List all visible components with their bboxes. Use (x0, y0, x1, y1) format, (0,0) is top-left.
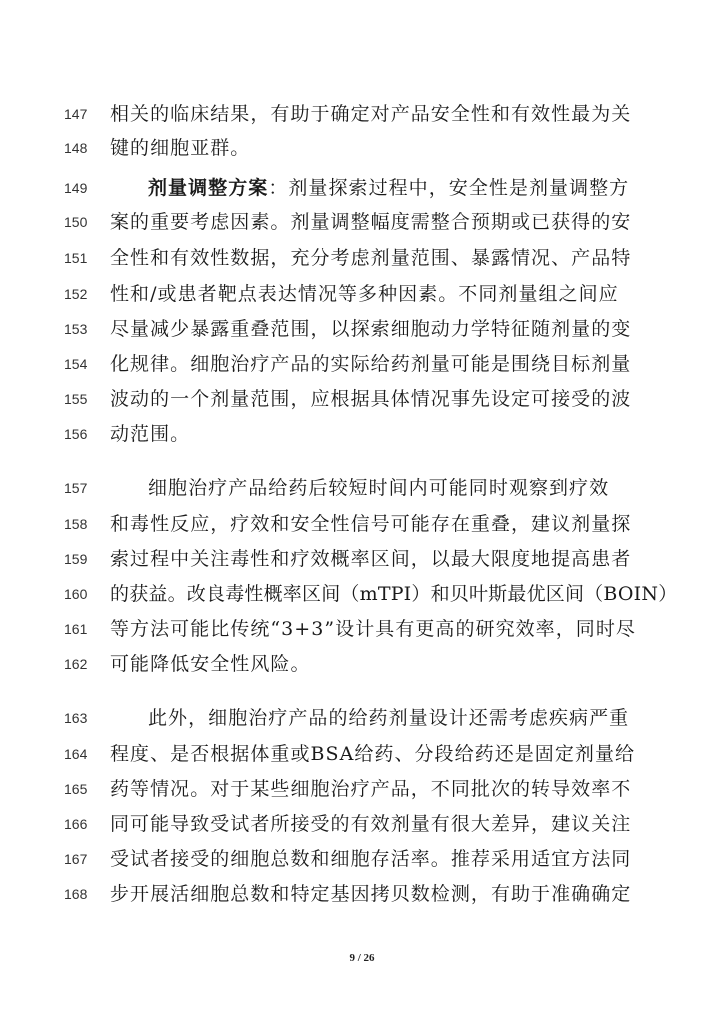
line-text: 相关的临床结果，有助于确定对产品安全性和有效性最为关 (110, 103, 632, 125)
section-heading: 剂量调整方案 (148, 177, 269, 199)
line-text: 细胞治疗产品给药后较短时间内可能同时观察到疗效 (148, 477, 610, 499)
line-number: 148 (64, 140, 88, 156)
line-156 (0, 416, 724, 452)
line-text: 此外，细胞治疗产品的给药剂量设计还需考虑疾病严重 (148, 707, 630, 729)
line-number: 150 (64, 214, 88, 230)
line-text: 的获益。改良毒性概率区间（mTPI）和贝叶斯最优区间（BOIN） (110, 583, 678, 605)
line-text: 化规律。细胞治疗产品的实际给药剂量可能是围绕目标剂量 (110, 353, 632, 375)
line-147 (0, 96, 724, 132)
line-number: 155 (64, 391, 88, 407)
line-160 (0, 576, 724, 612)
line-text: 同可能导致受试者所接受的有效剂量有很大差异，建议关注 (110, 813, 632, 835)
line-text: 波动的一个剂量范围，应根据具体情况事先设定可接受的波 (110, 388, 632, 410)
line-number: 166 (64, 816, 88, 832)
line-number: 152 (64, 286, 88, 302)
line-158 (0, 506, 724, 542)
line-text: 性和/或患者靶点表达情况等多种因素。不同剂量组之间应 (110, 283, 619, 305)
line-text: 全性和有效性数据，充分考虑剂量范围、暴露情况、产品特 (110, 247, 632, 269)
line-157 (0, 470, 724, 506)
line-number: 157 (64, 480, 88, 496)
line-168 (0, 876, 724, 912)
line-148 (0, 130, 724, 166)
page-number: 9 / 26 (349, 952, 375, 964)
line-number: 151 (64, 250, 88, 266)
line-text (148, 170, 668, 206)
line-155 (0, 381, 724, 417)
line-163 (0, 700, 724, 736)
line-text: 索过程中关注毒性和疗效概率区间，以最大限度地提高患者 (110, 548, 632, 570)
line-number: 160 (64, 586, 88, 602)
line-text: 等方法可能比传统“3+3”设计具有更高的研究效率，同时尽 (110, 618, 636, 640)
line-159 (0, 541, 724, 577)
line-text: 键的细胞亚群。 (110, 137, 251, 159)
line-number: 168 (64, 886, 88, 902)
line-number: 165 (64, 781, 88, 797)
line-number: 167 (64, 851, 88, 867)
line-text: 步开展活细胞总数和特定基因拷贝数检测，有助于准确确定 (110, 883, 632, 905)
line-151 (0, 240, 724, 276)
line-153 (0, 311, 724, 347)
line-number: 149 (64, 180, 88, 196)
line-text: 可能降低安全性风险。 (110, 653, 311, 675)
line-number: 154 (64, 356, 88, 372)
line-text-rest: ：剂量探索过程中，安全性是剂量调整方 (268, 177, 630, 199)
line-text: 尽量减少暴露重叠范围，以探索细胞动力学特征随剂量的变 (110, 318, 632, 340)
line-number: 162 (64, 656, 88, 672)
line-152 (0, 276, 724, 312)
line-text: 程度、是否根据体重或BSA给药、分段给药还是固定剂量给 (110, 743, 636, 765)
line-150 (0, 204, 724, 240)
line-166 (0, 806, 724, 842)
line-text: 和毒性反应，疗效和安全性信号可能存在重叠，建议剂量探 (110, 513, 632, 535)
line-number: 153 (64, 321, 88, 337)
line-number: 156 (64, 426, 88, 442)
line-text: 案的重要考虑因素。剂量调整幅度需整合预期或已获得的安 (110, 211, 632, 233)
line-167 (0, 841, 724, 877)
line-154 (0, 346, 724, 382)
line-164 (0, 736, 724, 772)
line-number: 164 (64, 746, 88, 762)
line-number: 158 (64, 516, 88, 532)
line-text: 动范围。 (110, 423, 191, 445)
line-number: 147 (64, 106, 88, 122)
line-number: 163 (64, 710, 88, 726)
line-162 (0, 646, 724, 682)
line-text: 受试者接受的细胞总数和细胞存活率。推荐采用适宜方法同 (110, 848, 632, 870)
line-149 (0, 170, 724, 206)
line-text: 药等情况。对于某些细胞治疗产品，不同批次的转导效率不 (110, 778, 632, 800)
line-161 (0, 611, 724, 647)
line-number: 159 (64, 551, 88, 567)
line-165 (0, 771, 724, 807)
line-number: 161 (64, 621, 88, 637)
